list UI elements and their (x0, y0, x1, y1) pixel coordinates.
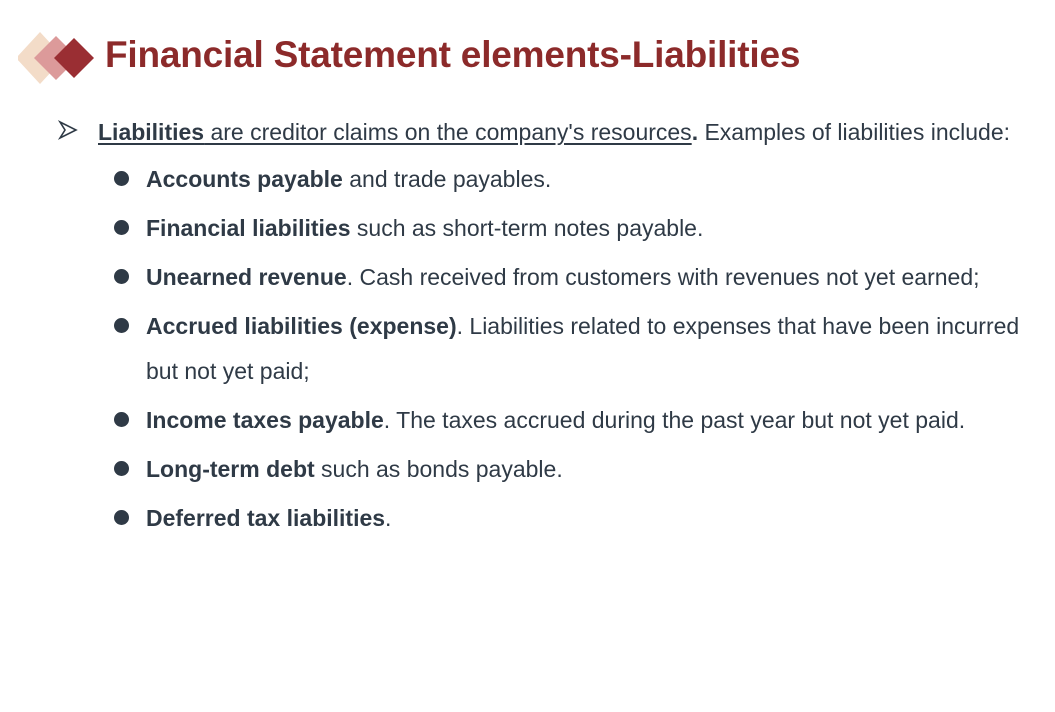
bullet-dot-icon (114, 220, 129, 235)
bullet-dot-icon (114, 461, 129, 476)
arrow-bullet-icon (58, 120, 78, 140)
lead-term: Liabilities (98, 119, 205, 145)
list-item (146, 447, 1033, 492)
item-term: Income taxes payable (146, 407, 384, 433)
lead-period: . (691, 119, 699, 145)
list-item (146, 304, 1033, 394)
item-term: Financial liabilities (146, 215, 351, 241)
item-text: such as bonds payable. (314, 456, 563, 482)
item-text: . Cash received from customers with revenues not yet earned; (346, 264, 980, 290)
lead-paragraph (58, 108, 1033, 157)
item-text: . The taxes accrued during the past year but not yet paid. (383, 407, 966, 433)
list-item (146, 398, 1033, 443)
list-item (146, 206, 1033, 251)
diamond-logo-icon (18, 30, 98, 86)
lead-rest: Examples of liabilities include: (698, 119, 1011, 145)
item-text: . (385, 505, 392, 531)
list-item (146, 496, 1033, 541)
item-term: Unearned revenue (146, 264, 347, 290)
list-item (146, 157, 1033, 202)
bullet-dot-icon (114, 412, 129, 427)
bullet-dot-icon (114, 318, 129, 333)
item-term: Long-term debt (146, 456, 315, 482)
slide-body (58, 108, 1033, 545)
bullet-dot-icon (114, 171, 129, 186)
list-item (146, 255, 1033, 300)
page-title: Financial Statement elements-Liabilities (105, 34, 801, 75)
item-term: Accrued liabilities (expense) (146, 313, 457, 339)
liability-list (58, 157, 1033, 541)
bullet-dot-icon (114, 510, 129, 525)
item-text: and trade payables. (342, 166, 552, 192)
item-term: Accounts payable (146, 166, 343, 192)
item-term: Deferred tax liabilities (146, 505, 386, 531)
lead-definition: are creditor claims on the company's resources (204, 119, 692, 145)
item-text: . Liabilities related to expenses that have been incurred but not yet paid; (146, 313, 1020, 384)
bullet-dot-icon (114, 269, 129, 284)
item-text: such as short-term notes payable. (350, 215, 704, 241)
